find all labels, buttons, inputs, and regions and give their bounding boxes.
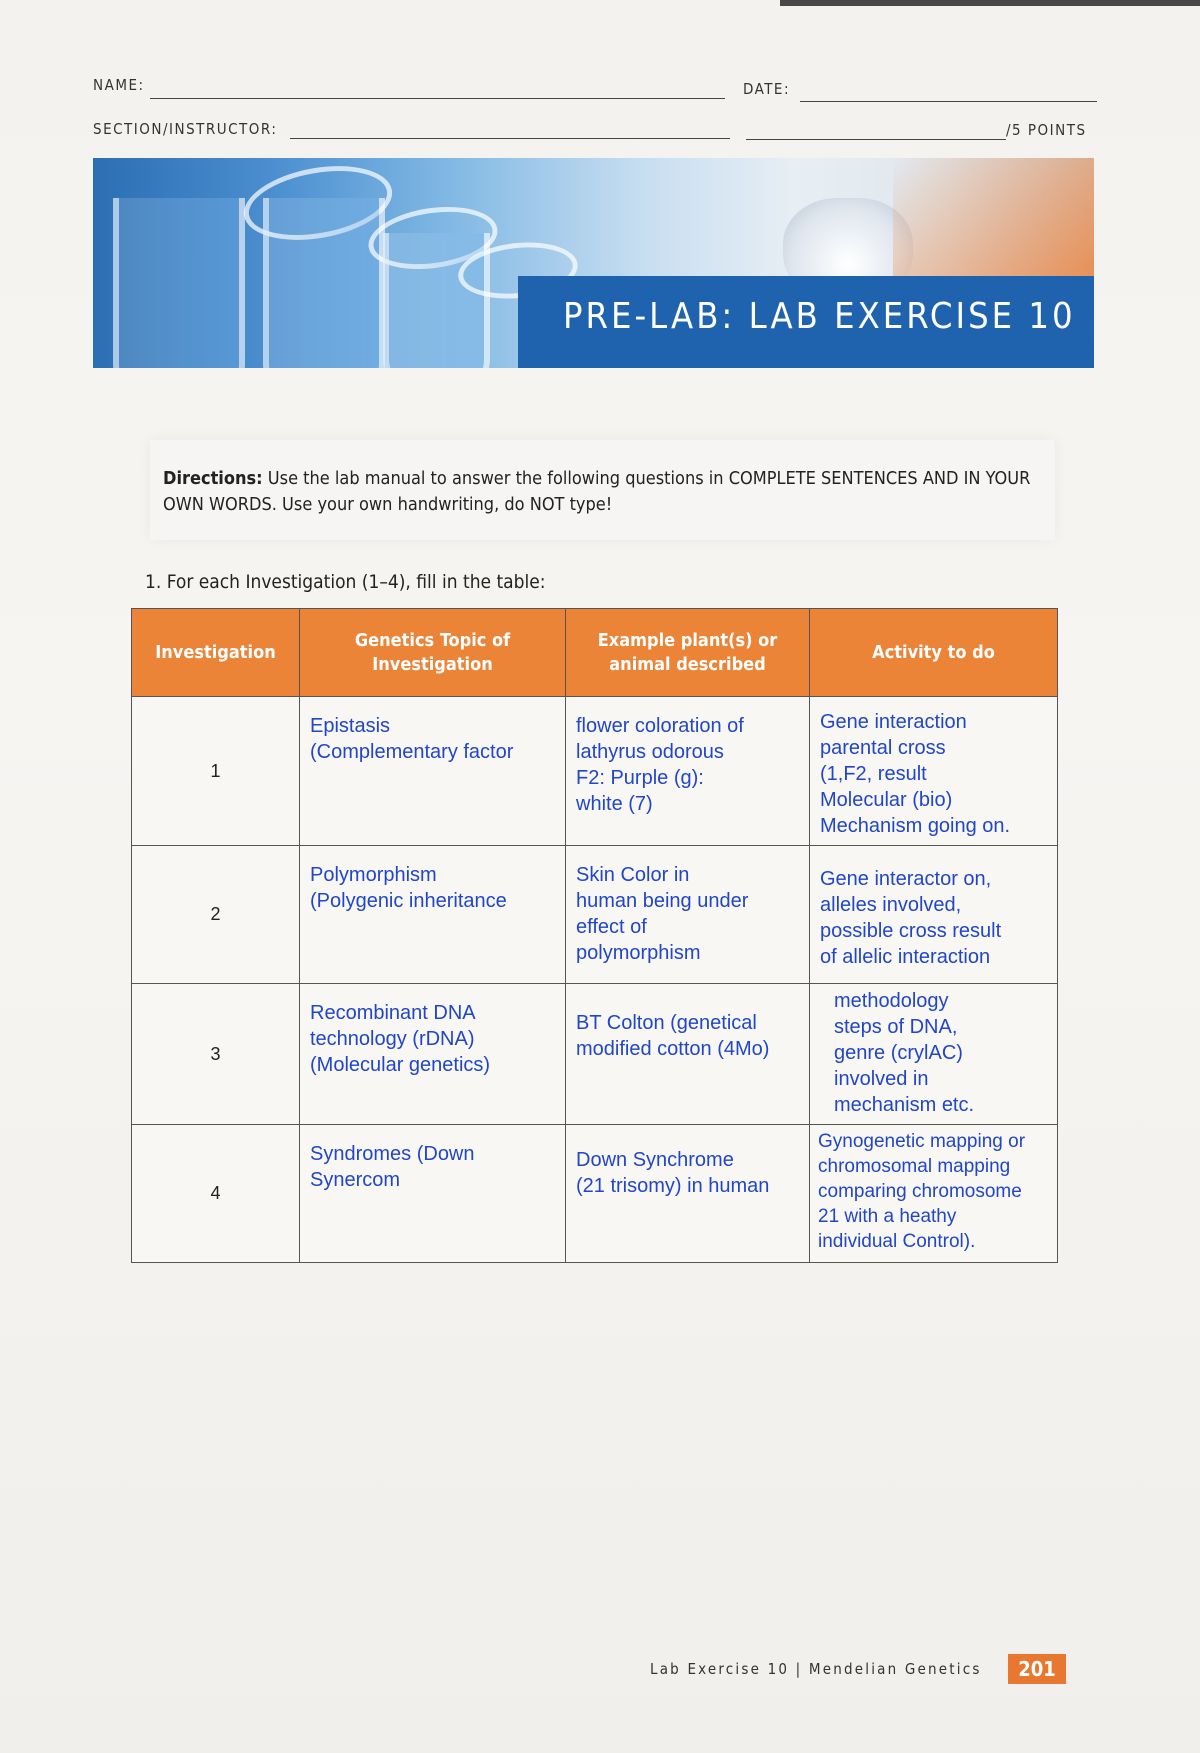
date-label: DATE: bbox=[743, 80, 791, 98]
example-cell[interactable] bbox=[566, 846, 810, 984]
example-answer: flower coloration of lathyrus odorous F2: Purple (g): white (7) bbox=[576, 715, 744, 815]
directions-text bbox=[163, 466, 1043, 518]
topic-cell[interactable] bbox=[300, 846, 566, 984]
topic-answer: Polymorphism (Polygenic inheritance bbox=[310, 864, 507, 912]
directions-label: Directions: bbox=[163, 468, 263, 489]
table-row bbox=[132, 984, 1058, 1125]
example-cell[interactable] bbox=[566, 984, 810, 1125]
table-row bbox=[132, 697, 1058, 846]
example-cell[interactable] bbox=[566, 697, 810, 846]
date-line bbox=[800, 101, 1097, 102]
investigation-number: 3 bbox=[132, 984, 300, 1125]
topic-cell[interactable] bbox=[300, 1125, 566, 1263]
example-answer: Down Synchrome (21 trisomy) in human bbox=[576, 1149, 770, 1197]
investigation-number: 1 bbox=[132, 697, 300, 846]
section-line bbox=[290, 138, 730, 139]
header-investigation: Investigation bbox=[132, 609, 300, 697]
example-answer: BT Colton (genetical modified cotton (4Mo) bbox=[576, 1012, 770, 1060]
topic-cell[interactable] bbox=[300, 697, 566, 846]
page-number: 201 bbox=[1008, 1654, 1066, 1684]
topic-answer: Recombinant DNA technology (rDNA) (Molecular genetics) bbox=[310, 1002, 491, 1076]
section-instructor-label: SECTION/INSTRUCTOR: bbox=[93, 120, 278, 138]
activity-answer: methodology steps of DNA, genre (crylAC) involved in mechanism etc. bbox=[834, 990, 975, 1116]
example-cell[interactable] bbox=[566, 1125, 810, 1263]
table-row bbox=[132, 1125, 1058, 1263]
table-row bbox=[132, 846, 1058, 984]
activity-cell[interactable] bbox=[810, 1125, 1058, 1263]
topic-answer: Syndromes (Down Synercom bbox=[310, 1143, 475, 1191]
points-label: /5 POINTS bbox=[1006, 121, 1087, 139]
topic-answer: Epistasis (Complementary factor bbox=[310, 715, 514, 763]
header-genetics-topic: Genetics Topic of Investigation bbox=[300, 609, 566, 697]
activity-answer: Gene interaction parental cross (1,F2, result Molecular (bio) Mechanism going on. bbox=[820, 711, 1011, 837]
activity-answer: Gene interactor on, alleles involved, possible cross result of allelic interaction bbox=[820, 868, 1002, 968]
header-example: Example plant(s) or animal described bbox=[566, 609, 810, 697]
page-title: PRE-LAB: LAB EXERCISE 10 bbox=[563, 296, 1076, 337]
page-footer: Lab Exercise 10 | Mendelian Genetics bbox=[650, 1660, 982, 1678]
directions-body: Use the lab manual to answer the following questions in COMPLETE SENTENCES AND IN YOUR OWN WORDS. Use your own handwriting, do NOT type! bbox=[163, 468, 1031, 515]
name-label: NAME: bbox=[93, 76, 145, 94]
activity-answer: Gynogenetic mapping or chromosomal mapping comparing chromosome 21 with a heathy individual Control). bbox=[818, 1131, 1026, 1252]
activity-cell[interactable] bbox=[810, 697, 1058, 846]
name-line bbox=[150, 98, 725, 99]
table-header-row bbox=[132, 609, 1058, 697]
investigation-table bbox=[131, 608, 1058, 1263]
header-activity: Activity to do bbox=[810, 609, 1058, 697]
activity-cell[interactable] bbox=[810, 846, 1058, 984]
investigation-number: 2 bbox=[132, 846, 300, 984]
example-answer: Skin Color in human being under effect of polymorphism bbox=[576, 864, 749, 964]
points-line bbox=[746, 139, 1006, 140]
scan-edge bbox=[780, 0, 1200, 6]
topic-cell[interactable] bbox=[300, 984, 566, 1125]
activity-cell[interactable] bbox=[810, 984, 1058, 1125]
investigation-number: 4 bbox=[132, 1125, 300, 1263]
question-1: 1. For each Investigation (1–4), fill in the table: bbox=[145, 571, 546, 593]
